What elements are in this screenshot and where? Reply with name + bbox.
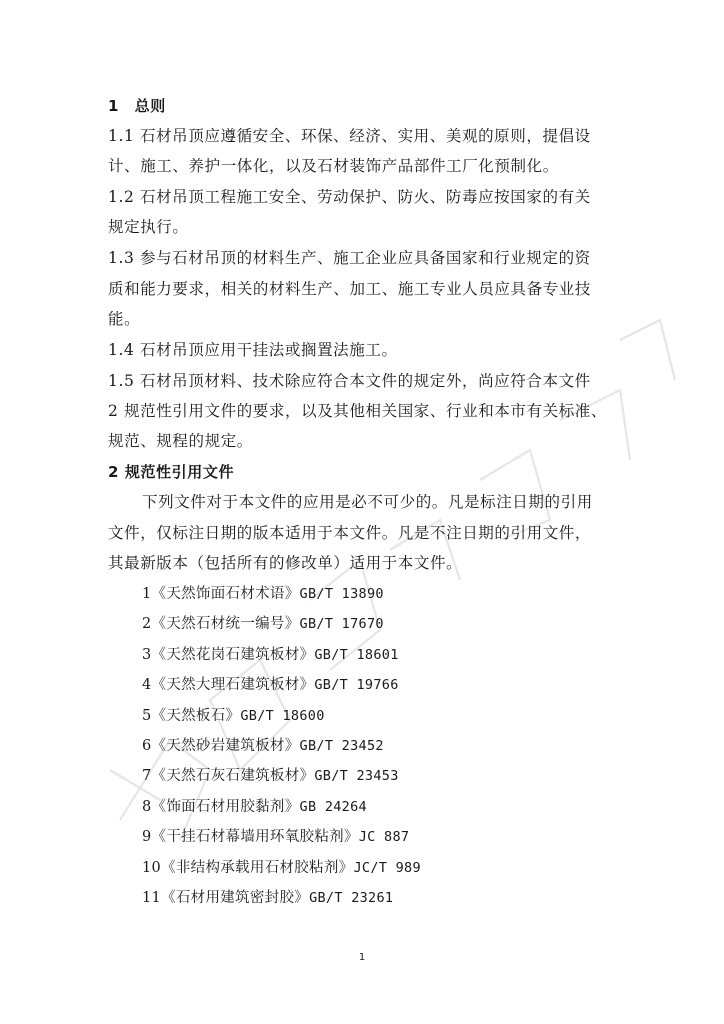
reference-item: 4《天然大理石建筑板材》GB/T 19766 <box>142 677 399 693</box>
clause-1-3-line-2: 质和能力要求，相关的材料生产、加工、施工专业人员应具备专业技 <box>108 280 592 298</box>
section-1-heading: 1 总则 <box>108 97 166 115</box>
clause-1-5-line-3: 规范、规程的规定。 <box>108 432 253 450</box>
reference-item: 3《天然花岗石建筑板材》GB/T 18601 <box>142 647 399 663</box>
clause-1-5-line-1: 1.5 石材吊顶材料、技术除应符合本文件的规定外，尚应符合本文件 <box>108 372 591 390</box>
section-2-intro-line-2: 文件，仅标注日期的版本适用于本文件。凡是不注日期的引用文件， <box>108 524 592 542</box>
section-2-intro-line-3: 其最新版本（包括所有的修改单）适用于本文件。 <box>108 554 463 572</box>
clause-1-3-line-3: 能。 <box>108 310 141 328</box>
reference-item: 8《饰面石材用胶黏剂》GB 24264 <box>142 799 367 815</box>
clause-1-2-line-1: 1.2 石材吊顶工程施工安全、劳动保护、防火、防毒应按国家的有关 <box>108 188 591 206</box>
reference-item: 5《天然板石》GB/T 18600 <box>142 708 325 724</box>
clause-1-1-line-2: 计、施工、养护一体化，以及石材装饰产品部件工厂化预制化。 <box>108 157 559 175</box>
clause-1-4: 1.4 石材吊顶应用干挂法或搁置法施工。 <box>108 341 398 359</box>
reference-item: 10《非结构承载用石材胶粘剂》JC/T 989 <box>142 860 421 876</box>
reference-item: 11《石材用建筑密封胶》GB/T 23261 <box>142 890 394 906</box>
reference-item: 7《天然石灰石建筑板材》GB/T 23453 <box>142 768 399 784</box>
section-2-intro-line-1: 下列文件对于本文件的应用是必不可少的。凡是标注日期的引用 <box>142 493 593 511</box>
clause-1-3-line-1: 1.3 参与石材吊顶的材料生产、施工企业应具备国家和行业规定的资 <box>108 249 591 267</box>
clause-1-5-line-2: 2 规范性引用文件的要求，以及其他相关国家、行业和本市有关标准、 <box>108 402 607 420</box>
clause-1-2-line-2: 规定执行。 <box>108 218 189 236</box>
page-number: 1 <box>358 952 366 963</box>
reference-item: 1《天然饰面石材术语》GB/T 13890 <box>142 586 384 602</box>
section-2-heading: 2 规范性引用文件 <box>108 463 235 481</box>
reference-item: 6《天然砂岩建筑板材》GB/T 23452 <box>142 738 384 754</box>
clause-1-1-line-1: 1.1 石材吊顶应遵循安全、环保、经济、实用、美观的原则，提倡设 <box>108 127 591 145</box>
reference-item: 9《干挂石材幕墙用环氧胶粘剂》JC 887 <box>142 829 410 845</box>
reference-item: 2《天然石材统一编号》GB/T 17670 <box>142 616 384 632</box>
